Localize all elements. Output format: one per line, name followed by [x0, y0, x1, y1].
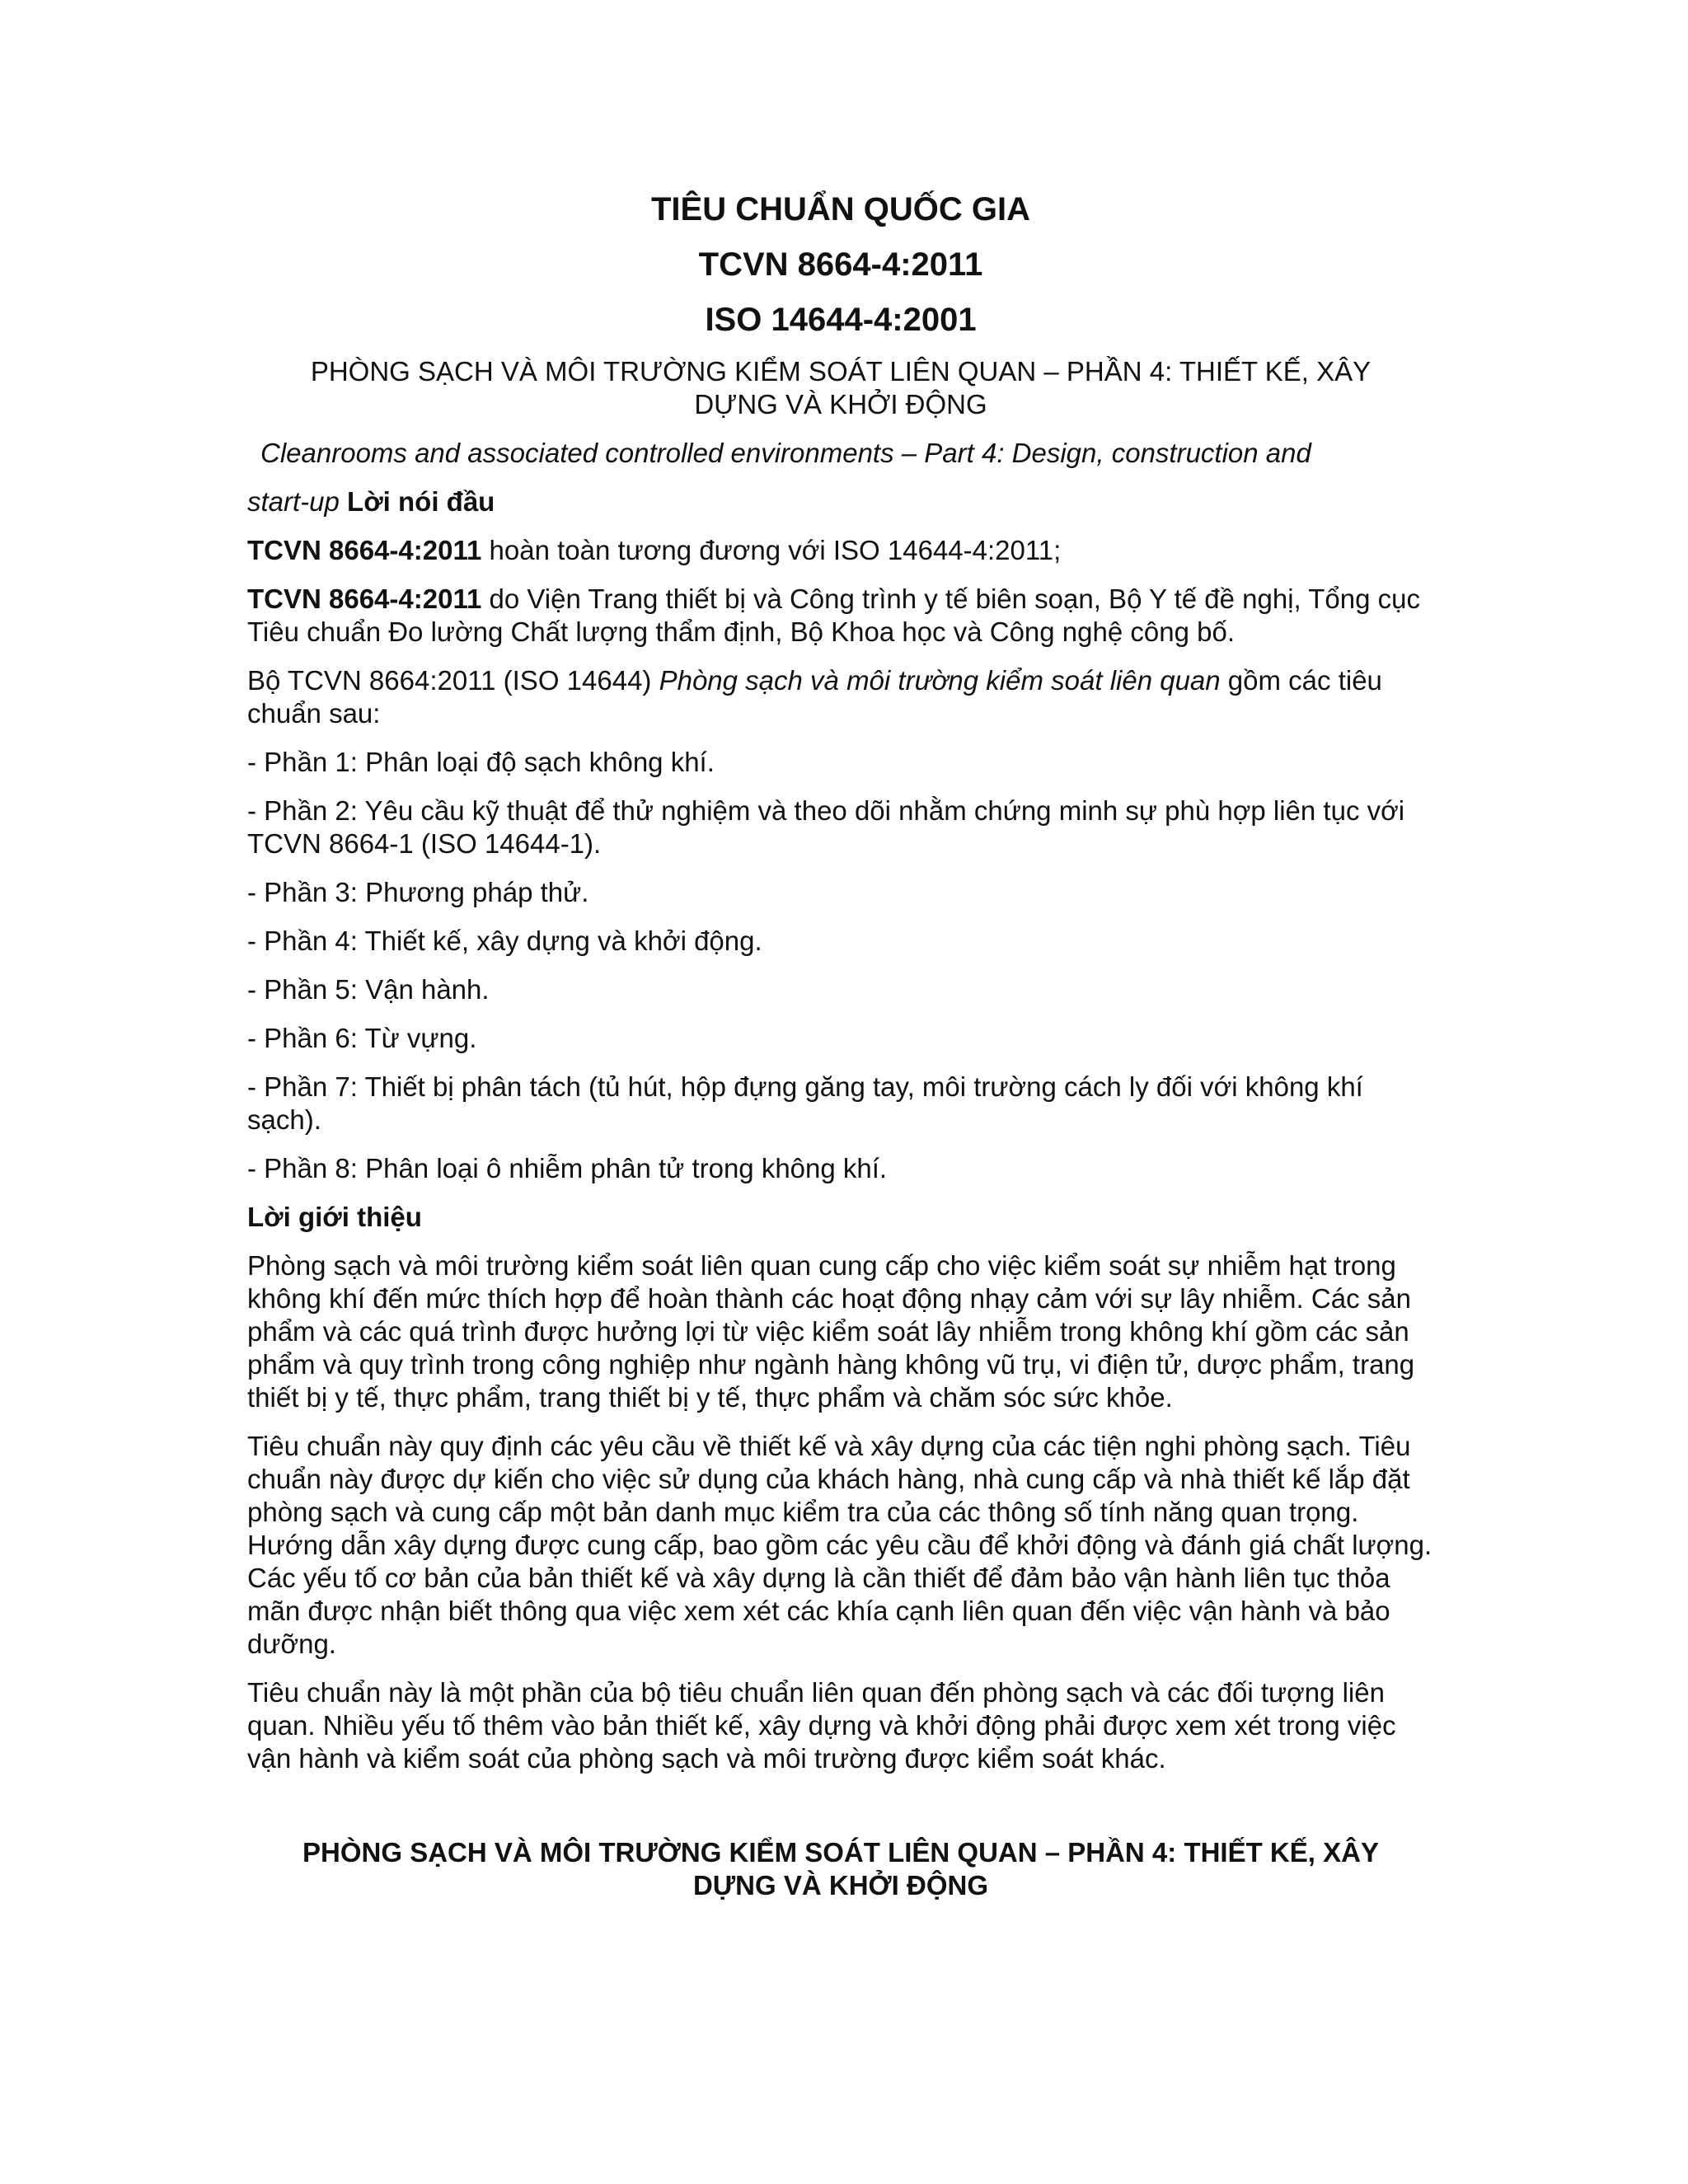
- foreword-heading: Lời nói đầu: [347, 486, 495, 517]
- introduction-heading: Lời giới thiệu: [247, 1202, 422, 1232]
- document-body: [247, 190, 1434, 1902]
- list-item: - Phần 8: Phân loại ô nhiễm phân tử trong không khí.: [247, 1153, 888, 1183]
- list-item: - Phần 5: Vận hành.: [247, 974, 490, 1005]
- foreword-paragraph-3: [247, 664, 1434, 730]
- foreword-text: do Viện Trang thiết bị và Công trình y tế biên soạn, Bộ Y tế đề nghị, Tổng cục Tiêu chuẩn Đo lường Chất lượng thẩm định, Bộ Khoa học và Công nghệ công bố.: [247, 583, 1421, 647]
- introduction-paragraph: Tiêu chuẩn này quy định các yêu cầu về thiết kế và xây dựng của các tiện nghi phòng sạch. Tiêu chuẩn này được dự kiến cho việc sử dụng của khách hàng, nhà cung cấp và nhà thiết kế lắp đặt phòng sạch và cung cấp một bản danh mục kiểm tra của các thông số tính năng quan trọng. Hướng dẫn xây dựng được cung cấp, bao gồm các yêu cầu để khởi động và đánh giá chất lượng. Các yếu tố cơ bản của bản thiết kế và xây dựng là cần thiết để đảm bảo vận hành liên tục thỏa mãn được nhận biết thông qua việc xem xét các khía cạnh liên quan đến việc vận hành và bảo dưỡng.: [247, 1431, 1432, 1659]
- foreword-text: hoàn toàn tương đương với ISO 14644-4:2011;: [481, 535, 1062, 565]
- tcvn-code: TCVN 8664-4:2011: [698, 246, 983, 283]
- section-title: PHÒNG SẠCH VÀ MÔI TRƯỜNG KIỂM SOÁT LIÊN QUAN – PHẦN 4: THIẾT KẾ, XÂY DỰNG VÀ KHỞI ĐỘNG: [302, 1837, 1379, 1900]
- document-title: TIÊU CHUẨN QUỐC GIA: [651, 191, 1030, 227]
- foreword-text: gồm các tiêu chuẩn sau:: [247, 665, 1382, 729]
- list-item: - Phần 1: Phân loại độ sạch không khí.: [247, 747, 715, 777]
- series-title: Phòng sạch và môi trường kiểm soát liên quan: [659, 665, 1221, 696]
- english-title-line2-with-foreword: [247, 485, 1434, 518]
- list-item: - Phần 4: Thiết kế, xây dựng và khởi động.: [247, 926, 762, 956]
- list-item: - Phần 3: Phương pháp thử.: [247, 877, 589, 907]
- list-item: - Phần 2: Yêu cầu kỹ thuật để thử nghiệm và theo dõi nhằm chứng minh sự phù hợp liên tục với TCVN 8664-1 (ISO 14644-1).: [247, 795, 1405, 859]
- introduction-paragraph: Tiêu chuẩn này là một phần của bộ tiêu chuẩn liên quan đến phòng sạch và các đối tượng liên quan. Nhiều yếu tố thêm vào bản thiết kế, xây dựng và khởi động phải được xem xét trong việc vận hành và kiểm soát của phòng sạch và môi trường được kiểm soát khác.: [247, 1677, 1396, 1774]
- standard-code: TCVN 8664-4:2011: [247, 535, 482, 565]
- document-subtitle: PHÒNG SẠCH VÀ MÔI TRƯỜNG KIỂM SOÁT LIÊN QUAN – PHẦN 4: THIẾT KẾ, XÂY DỰNG VÀ KHỞI ĐỘNG: [310, 356, 1372, 419]
- foreword-paragraph-2: [247, 583, 1434, 649]
- list-item: - Phần 6: Từ vựng.: [247, 1023, 477, 1053]
- standard-code: TCVN 8664-4:2011: [247, 583, 482, 614]
- list-item: - Phần 7: Thiết bị phân tách (tủ hút, hộp đựng găng tay, môi trường cách ly đối với không khí sạch).: [247, 1071, 1363, 1135]
- foreword-text: Bộ TCVN 8664:2011 (ISO 14644): [247, 665, 659, 696]
- foreword-paragraph-1: [247, 534, 1434, 567]
- introduction-paragraph: Phòng sạch và môi trường kiểm soát liên quan cung cấp cho việc kiểm soát sự nhiễm hạt trong không khí đến mức thích hợp để hoàn thành các hoạt động nhạy cảm với sự lây nhiễm. Các sản phẩm và các quá trình được hưởng lợi từ việc kiểm soát lây nhiễm trong không khí gồm các sản phẩm và quy trình trong công nghiệp như ngành hàng không vũ trụ, vi điện tử, dược phẩm, trang thiết bị y tế, thực phẩm, trang thiết bị y tế, thực phẩm và chăm sóc sức khỏe.: [247, 1250, 1415, 1413]
- iso-code: ISO 14644-4:2001: [705, 302, 977, 338]
- english-title-line1: Cleanrooms and associated controlled environments – Part 4: Design, construction and: [260, 438, 1311, 468]
- english-title-line2: start-up: [247, 486, 340, 517]
